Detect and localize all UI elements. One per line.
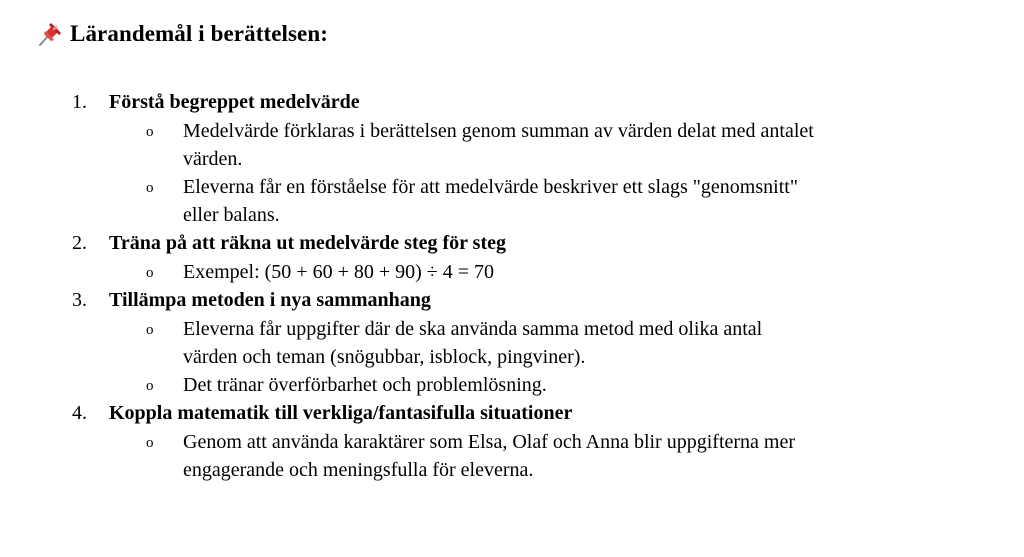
goal-heading-row: [0, 399, 1024, 428]
goal-heading-row: [0, 229, 1024, 258]
goal-item: [0, 229, 1024, 286]
page-title: Lärandemål i berättelsen:: [70, 21, 329, 46]
subpoint-line: Genom att använda karaktärer som Elsa, Olaf och Anna blir uppgifterna mer: [183, 431, 796, 453]
subpoint-line: värden och teman (snögubbar, isblock, pingviner).: [183, 346, 586, 368]
goal-subpoint: [0, 371, 1024, 399]
learning-goals-list: [0, 88, 1024, 484]
circle-bullet-icon: o: [146, 265, 154, 281]
goal-subpoint: [0, 117, 1024, 173]
pushpin-icon: [36, 20, 64, 48]
goal-number: 2.: [72, 232, 87, 254]
goal-subpoint: [0, 428, 1024, 484]
goal-title: Träna på att räkna ut medelvärde steg för steg: [109, 232, 506, 254]
goal-title: Förstå begreppet medelvärde: [109, 91, 360, 113]
subpoint-text: [183, 428, 973, 484]
circle-bullet-icon: o: [146, 124, 154, 140]
goal-item: [0, 399, 1024, 484]
subpoint-line: eller balans.: [183, 204, 280, 226]
circle-bullet-icon: o: [146, 435, 154, 451]
section-heading: [36, 20, 328, 48]
goal-number: 4.: [72, 402, 87, 424]
goal-subpoint: [0, 173, 1024, 229]
goal-title: Tillämpa metoden i nya sammanhang: [109, 289, 431, 311]
subpoint-text: [183, 117, 973, 173]
goal-heading-row: [0, 88, 1024, 117]
goal-item: [0, 286, 1024, 399]
goal-subpoint: [0, 258, 1024, 286]
subpoint-line: engagerande och meningsfulla för eleverna.: [183, 459, 534, 481]
circle-bullet-icon: o: [146, 180, 154, 196]
goal-number: 3.: [72, 289, 87, 311]
subpoint-line: Exempel: (50 + 60 + 80 + 90) ÷ 4 = 70: [183, 261, 495, 283]
subpoint-text: [183, 173, 973, 229]
circle-bullet-icon: o: [146, 322, 154, 338]
subpoint-text: [183, 258, 973, 286]
subpoint-line: Eleverna får uppgifter där de ska använda samma metod med olika antal: [183, 318, 763, 340]
circle-bullet-icon: o: [146, 378, 154, 394]
goal-title: Koppla matematik till verkliga/fantasifulla situationer: [109, 402, 573, 424]
subpoint-line: värden.: [183, 148, 243, 170]
goal-item: [0, 88, 1024, 229]
subpoint-line: Eleverna får en förståelse för att medelvärde beskriver ett slags "genomsnitt": [183, 176, 798, 198]
subpoint-text: [183, 371, 973, 399]
subpoint-line: Medelvärde förklaras i berättelsen genom summan av värden delat med antalet: [183, 120, 814, 142]
goal-number: 1.: [72, 91, 87, 113]
subpoint-line: Det tränar överförbarhet och problemlösning.: [183, 374, 547, 396]
goal-subpoint: [0, 315, 1024, 371]
goal-heading-row: [0, 286, 1024, 315]
subpoint-text: [183, 315, 973, 371]
